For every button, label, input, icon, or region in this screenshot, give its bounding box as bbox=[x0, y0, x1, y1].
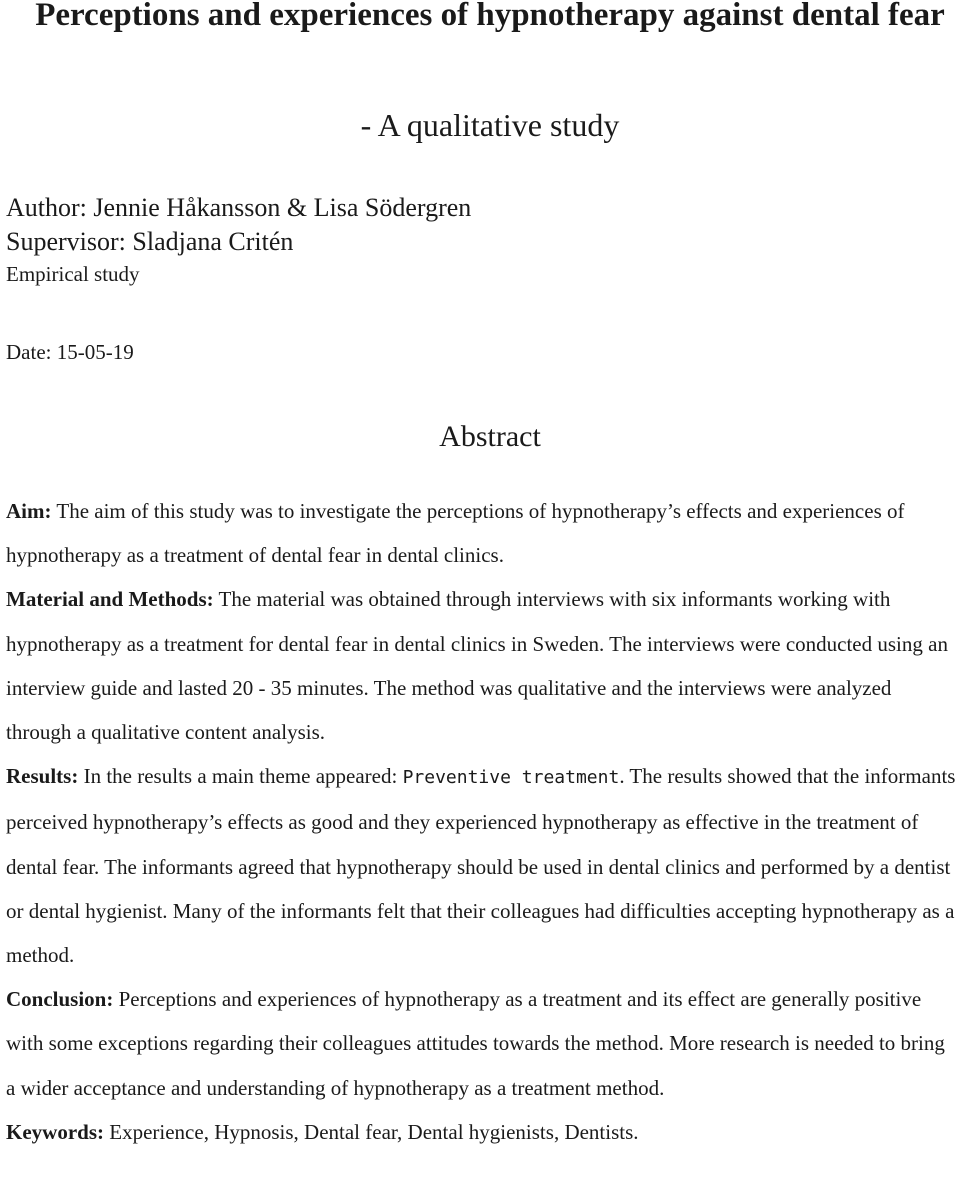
keywords-paragraph bbox=[6, 1110, 958, 1154]
results-theme: Preventive treatment bbox=[402, 767, 620, 789]
keywords-text: Experience, Hypnosis, Dental fear, Dental hygienists, Dentists. bbox=[104, 1119, 639, 1144]
results-label: Results: bbox=[6, 764, 79, 789]
methods-paragraph bbox=[6, 577, 958, 754]
methods-label: Material and Methods: bbox=[6, 587, 214, 612]
conclusion-label: Conclusion: bbox=[6, 987, 114, 1012]
paper-title: Perceptions and experiences of hypnotherapy against dental fear bbox=[35, 0, 945, 33]
results-paragraph bbox=[6, 754, 958, 977]
author-line: Author: Jennie Håkansson & Lisa Södergren bbox=[6, 193, 472, 222]
conclusion-paragraph bbox=[6, 977, 958, 1110]
supervisor-line: Supervisor: Sladjana Critén bbox=[6, 227, 294, 256]
results-text-2: . The results showed that the informants perceived hypnotherapy’s effects as good and they experienced hypnotherapy as effective in the treatment of dental fear. The informants agreed that hypnotherapy should be used in dental clinics and performed by a dentist or dental hygienist. Many of the informants felt that their colleagues had difficulties accepting hypnotherapy as a method. bbox=[6, 764, 956, 968]
results-text-1: In the results a main theme appeared: bbox=[78, 764, 403, 789]
aim-paragraph bbox=[6, 489, 958, 577]
conclusion-text: Perceptions and experiences of hypnotherapy as a treatment and its effect are generally positive with some exceptions regarding their colleagues attitudes towards the method. More research is needed to bring a wider acceptance and understanding of hypnotherapy as a treatment method. bbox=[6, 987, 945, 1100]
methods-text: The material was obtained through interviews with six informants working with hypnotherapy as a treatment for dental fear in dental clinics in Sweden. The interviews were conducted using an interview guide and lasted 20 - 35 minutes. The method was qualitative and the interviews were analyzed through a qualitative content analysis. bbox=[6, 587, 948, 745]
aim-label: Aim: bbox=[6, 499, 52, 523]
aim-text: The aim of this study was to investigate the perceptions of hypnotherapy’s effects and experiences of hypnotherapy as a treatment of dental fear in dental clinics. bbox=[6, 499, 905, 568]
abstract-heading: Abstract bbox=[439, 420, 541, 453]
abstract-body bbox=[6, 489, 958, 1154]
date-line: Date: 15-05-19 bbox=[6, 340, 134, 364]
keywords-label: Keywords: bbox=[6, 1119, 104, 1144]
study-type-line: Empirical study bbox=[6, 262, 140, 286]
paper-subtitle: - A qualitative study bbox=[360, 107, 620, 143]
